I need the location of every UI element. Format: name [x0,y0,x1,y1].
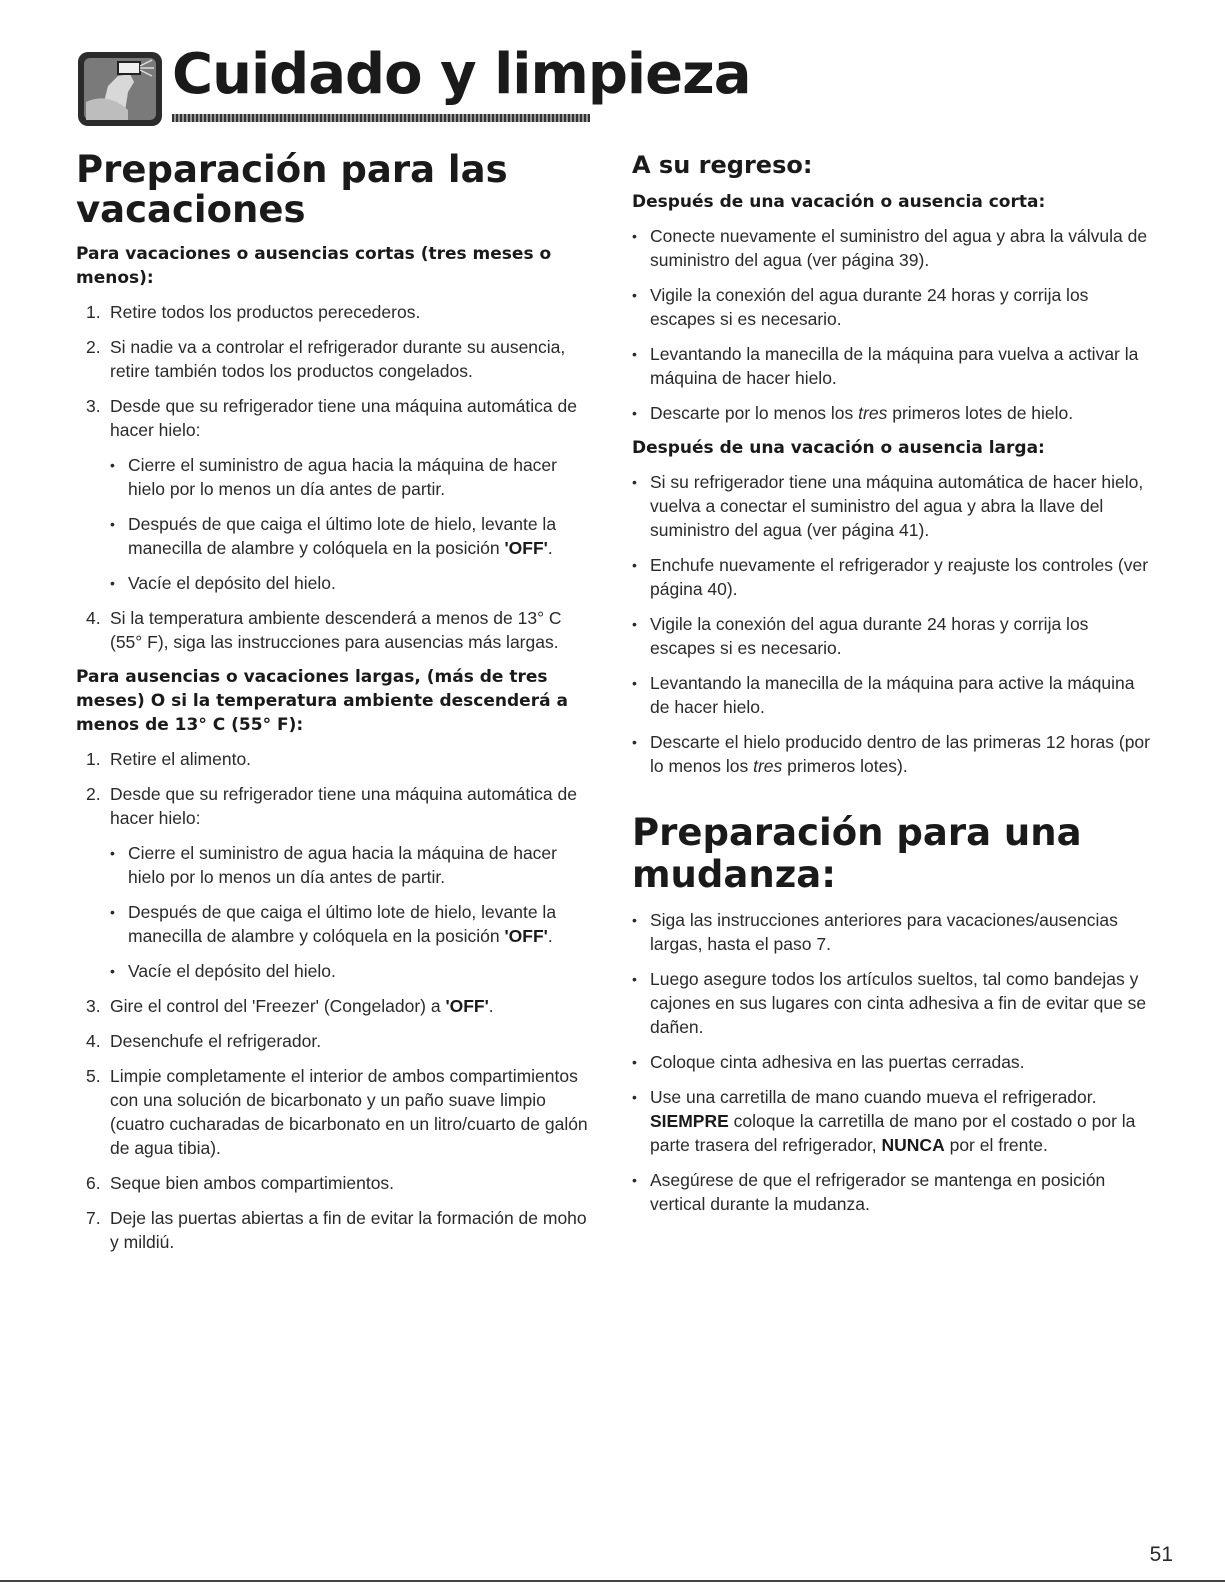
list-item: 2. Desde que su refrigerador tiene una máquina automática de hacer hielo: • Cierre el suministro de agua hacia la máquina de hacer hielo por lo menos un día antes de partir. • Después de que caiga el último lote de hielo, levante la manecilla de alambre y colóquela en la posición 'OFF'. • Vacíe el depósito del hielo. [76,782,596,983]
bullet-item: • Asegúrese de que el refrigerador se mantenga en posición vertical durante la mudanza. [632,1168,1152,1216]
long-absence-title: Para ausencias o vacaciones largas, (más de tres meses) O si la temperatura ambiente descenderá a menos de 13° C (55° F): [76,667,568,735]
return-long-list [632,470,1152,778]
list-item: 6. Seque bien ambos compartimientos. [86,1173,395,1193]
list-item: 7. Deje las puertas abiertas a fin de evitar la formación de moho y mildiú. [86,1208,587,1252]
bullet-item: • Después de que caiga el último lote de hielo, levante la manecilla de alambre y colóquela en la posición 'OFF'. [110,512,596,560]
list-item: 3. Desde que su refrigerador tiene una máquina automática de hacer hielo: • Cierre el suministro de agua hacia la máquina de hacer hielo por lo menos un día antes de partir. • Después de que caiga el último lote de hielo, levante la manecilla de alambre y colóquela en la posición 'OFF'. • Vacíe el depósito del hielo. [76,394,596,595]
list-item: 4. Si la temperatura ambiente descenderá a menos de 13° C (55° F), siga las instrucciones para ausencias más largas. [86,608,562,652]
bullet-item: • Levantando la manecilla de la máquina para vuelva a activar la máquina de hacer hielo. [632,342,1152,390]
sub-bullet-list [110,841,596,983]
bullet-item: • Levantando la manecilla de la máquina para active la máquina de hacer hielo. [632,671,1152,719]
bullet-item: • Coloque cinta adhesiva en las puertas cerradas. [632,1050,1152,1074]
return-heading: A su regreso: [632,151,813,179]
bullet-item: • Siga las instrucciones anteriores para vacaciones/ausencias largas, hasta el paso 7. [632,908,1152,956]
bullet-item: • Cierre el suministro de agua hacia la máquina de hacer hielo por lo menos un día antes de partir. [110,841,596,889]
list-item: 3. Gire el control del 'Freezer' (Congelador) a 'OFF'. [86,996,494,1016]
title-underline [172,114,590,122]
bullet-item: • Descarte el hielo producido dentro de las primeras 12 horas (por lo menos los tres primeros lotes). [632,730,1152,778]
long-absence-list [76,747,596,1254]
list-item: 1. Retire el alimento. [86,749,252,769]
bullet-item: • Vigile la conexión del agua durante 24 horas y corrija los escapes si es necesario. [632,283,1152,331]
bullet-item: • Conecte nuevamente el suministro del agua y abra la válvula de suministro del agua (ver página 39). [632,224,1152,272]
list-item: 1. Retire todos los productos perecederos. [86,302,421,322]
moving-heading: Preparación para una mudanza: [632,811,1082,896]
bullet-item: • Vacíe el depósito del hielo. [110,571,596,595]
spray-cleaning-icon [78,52,162,126]
page-header [78,42,751,126]
bullet-item: • Vacíe el depósito del hielo. [110,959,596,983]
return-long-title: Después de una vacación o ausencia larga: [632,438,1045,458]
list-item: 2. Si nadie va a controlar el refrigerador durante su ausencia, retire también todos los productos congelados. [86,337,566,381]
bullet-item: • Cierre el suministro de agua hacia la máquina de hacer hielo por lo menos un día antes de partir. [110,453,596,501]
section-title: Cuidado y limpieza [172,42,751,107]
bullet-item: • Si su refrigerador tiene una máquina automática de hacer hielo, vuelva a conectar el suministro del agua y abra la llave del suministro del agua (ver página 41). [632,470,1152,542]
return-short-title: Después de una vacación o ausencia corta: [632,192,1046,212]
bullet-item: • Vigile la conexión del agua durante 24 horas y corrija los escapes si es necesario. [632,612,1152,660]
sub-bullet-list [110,453,596,595]
short-absence-title: Para vacaciones o ausencias cortas (tres meses o menos): [76,244,552,288]
bullet-item: • Descarte por lo menos los tres primeros lotes de hielo. [632,401,1152,425]
vacation-heading: Preparación para las vacaciones [76,148,508,231]
return-short-list [632,224,1152,425]
page-number: 51 [1149,1543,1173,1566]
list-item: 4. Desenchufe el refrigerador. [86,1031,322,1051]
bullet-item: • Enchufe nuevamente el refrigerador y reajuste los controles (ver página 40). [632,553,1152,601]
bottom-divider [0,1580,1225,1582]
list-item: 5. Limpie completamente el interior de ambos compartimientos con una solución de bicarbonato y un paño suave limpio (cuatro cucharadas de bicarbonato en un litro/cuarto de galón de agua tibia). [86,1066,588,1158]
short-absence-list [76,300,596,654]
bullet-item: • Después de que caiga el último lote de hielo, levante la manecilla de alambre y colóquela en la posición 'OFF'. [110,900,596,948]
moving-list [632,908,1152,1216]
left-column [76,150,596,1265]
bullet-item: • Luego asegure todos los artículos sueltos, tal como bandejas y cajones en sus lugares con cinta adhesiva a fin de evitar que se dañen. [632,967,1152,1039]
bullet-item: • Use una carretilla de mano cuando mueva el refrigerador. SIEMPRE coloque la carretilla de mano por el costado o por la parte trasera del refrigerador, NUNCA por el frente. [632,1085,1152,1157]
right-column [632,150,1152,1227]
